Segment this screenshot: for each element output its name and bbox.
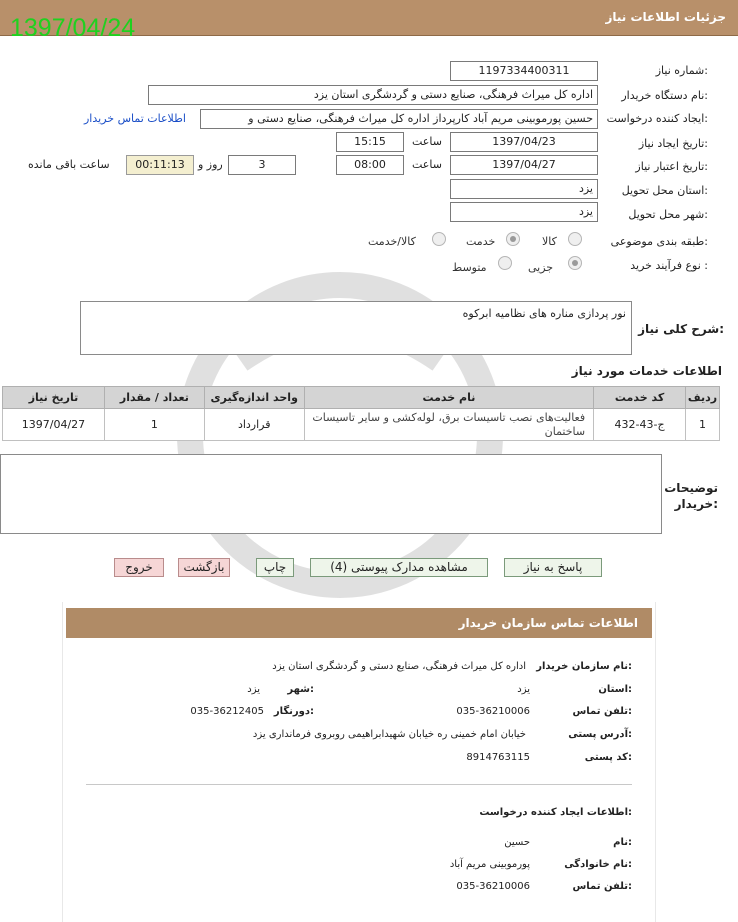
creator-first-name-value: حسین [504,837,530,848]
creator-first-name-label: نام: [613,837,632,848]
col-date: تاریخ نیاز [3,387,105,409]
table-row [3,409,720,441]
buyer-contact-link[interactable]: اطلاعات تماس خریدار [84,112,186,125]
col-qty: تعداد / مقدار [104,387,204,409]
need-number-field: 1197334400311 [450,61,598,81]
category-option-goods: کالا [542,235,557,248]
category-label: طبقه بندی موضوعی: [610,235,708,248]
province-label: استان محل تحویل: [621,184,708,197]
contact-address-label: آدرس پستی: [568,729,632,740]
creator-phone-label: تلفن تماس: [572,881,632,892]
created-date-field: 1397/04/23 [450,132,598,152]
city-label: شهر محل تحویل: [628,208,708,221]
buyer-notes-label: توضیحات خریدار: [664,481,718,511]
cell-name: فعالیت‌های نصب تاسیسات برق، لوله‌کشی و سایر تاسیسات ساختمان [304,409,593,441]
services-table [2,386,720,441]
requester-label: ایجاد کننده درخواست: [606,112,708,125]
validity-time-field: 08:00 [336,155,404,175]
created-time-label: ساعت [412,135,442,148]
process-label: نوع فرآیند خرید : [630,259,708,272]
contact-phone-label: تلفن تماس: [572,706,632,717]
reply-button[interactable]: پاسخ به نیاز [504,558,602,577]
creator-last-name-label: نام خانوادگی: [564,859,632,870]
contact-panel-header [66,608,652,638]
contact-address-value: خیابان امام خمینی ره خیابان شهیدابراهیمی روبروی فرمانداری یزد [252,729,526,740]
category-radio-goods-service[interactable] [432,232,446,246]
days-label: روز و [198,158,223,171]
remaining-label: ساعت باقی مانده [28,158,110,171]
category-radio-goods[interactable] [568,232,582,246]
stamp-date: 1397/04/24 [10,14,136,42]
creator-section-title: اطلاعات ایجاد کننده درخواست: [479,807,632,818]
exit-button[interactable]: خروج [114,558,164,577]
cell-date: 1397/04/27 [3,409,105,441]
print-button[interactable]: چاپ [256,558,294,577]
contact-divider [86,784,632,785]
contact-fax-value: 035-36212405 [190,706,264,717]
attachments-button[interactable]: مشاهده مدارک پیوستی (4) [310,558,488,577]
buyer-org-field: اداره کل میراث فرهنگی، صنایع دستی و گردشگری استان یزد [148,85,598,105]
category-radio-service[interactable] [506,232,520,246]
contact-city-value: یزد [247,684,260,695]
category-option-goods-service: کالا/خدمت [368,235,416,248]
countdown-timer: 00:11:13 [126,155,194,175]
description-label: شرح کلی نیاز: [638,322,724,336]
validity-time-label: ساعت [412,158,442,171]
cell-code: ج-43-432 [594,409,686,441]
col-unit: واحد اندازه‌گیری [204,387,304,409]
contact-panel-title: اطلاعات تماس سازمان خریدار [458,616,638,630]
validity-date-label: تاریخ اعتبار نیاز: [635,160,708,173]
col-row: ردیف [686,387,720,409]
cell-qty: 1 [104,409,204,441]
contact-org-label: نام سازمان خریدار: [536,661,632,672]
back-button[interactable]: بازگشت [178,558,230,577]
process-radio-minor[interactable] [568,256,582,270]
description-textarea[interactable]: نور پردازی مناره های نظامیه ابرکوه [80,301,632,355]
col-code: کد خدمت [594,387,686,409]
cell-row: 1 [686,409,720,441]
province-field: یزد [450,179,598,199]
cell-unit: قرارداد [204,409,304,441]
contact-phone-value: 035-36210006 [456,706,530,717]
contact-postal-label: کد پستی: [584,752,632,763]
buyer-org-label: نام دستگاه خریدار: [621,89,708,102]
validity-date-field: 1397/04/27 [450,155,598,175]
col-name: نام خدمت [304,387,593,409]
remaining-days-field: 3 [228,155,296,175]
creator-phone-value: 035-36210006 [456,881,530,892]
process-radio-medium[interactable] [498,256,512,270]
contact-panel [62,602,656,922]
page-title: جزئیات اطلاعات نیاز [605,10,726,24]
process-option-minor: جزیی [528,261,554,274]
contact-fax-label: دورنگار: [273,706,314,717]
services-title: اطلاعات خدمات مورد نیاز [571,364,722,378]
contact-city-label: شهر: [287,684,314,695]
category-option-service: خدمت [466,235,496,248]
contact-org-value: اداره کل میراث فرهنگی، صنایع دستی و گردشگری استان یزد [272,661,526,672]
buyer-notes-textarea[interactable] [0,454,662,534]
city-field: یزد [450,202,598,222]
contact-province-value: یزد [517,684,530,695]
created-date-label: تاریخ ایجاد نیاز: [638,137,708,150]
contact-postal-value: 8914763115 [466,752,530,763]
creator-last-name-value: پورموبینی مریم آباد [449,859,530,870]
created-time-field: 15:15 [336,132,404,152]
contact-province-label: استان: [598,684,632,695]
process-option-medium: متوسط [452,261,487,274]
requester-field: حسین پورموبینی مریم آباد کارپرداز اداره کل میراث فرهنگی، صنایع دستی و [200,109,598,129]
need-number-label: شماره نیاز: [655,64,708,77]
